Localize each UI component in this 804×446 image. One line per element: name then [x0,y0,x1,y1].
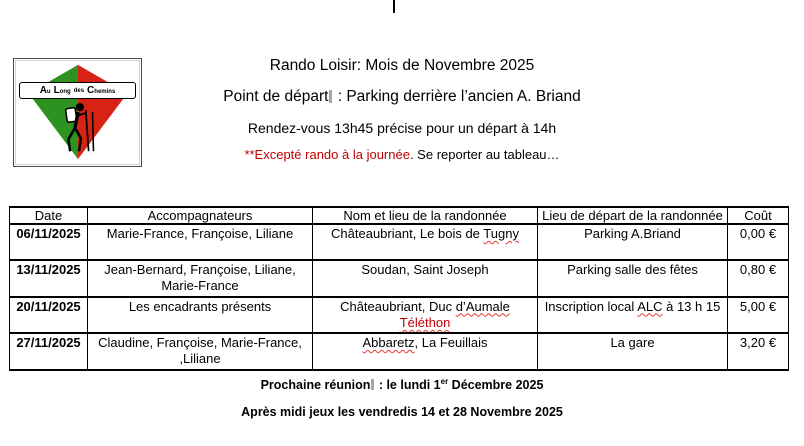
text-cursor [329,90,332,103]
cell-accompagnateurs: Les encadrants présents [88,297,313,334]
cell-date: 27/11/2025 [10,333,88,370]
cell-lieu-depart: La gare [538,333,728,370]
hike-name: Châteaubriant, Le bois de [331,226,484,241]
cell-date: 13/11/2025 [10,260,88,297]
cell-cout: 3,20 € [728,333,789,370]
cell-accompagnateurs: Marie-France, Françoise, Liliane [88,224,313,260]
cell-accompagnateurs: Claudine, Françoise, Marie-France, ,Liliane [88,333,313,370]
hike-name: , La Feuillais [414,335,488,350]
logo-word: des [73,87,85,94]
table-header-row [10,207,789,224]
meeting-time-line: Rendez-vous 13h45 précise pour un départ à 14h [247,120,557,136]
games-afternoon-line: Après midi jeux les vendredis 14 et 28 Novembre 2025 [241,405,563,419]
cell-date: 20/11/2025 [10,297,88,334]
cell-nom-lieu [313,297,538,334]
cursor-mark-top [393,0,395,13]
cell-cout: 0,00 € [728,224,789,260]
hike-name-misspelled: Abbaretz [362,335,415,350]
exception-note-black: . Se reporter au tableau… [409,147,560,162]
cell-lieu-depart: Parking salle des fêtes [538,260,728,297]
telethon-note: Téléthon [399,314,451,330]
start-point-label: Point de départ [223,88,329,105]
doc-title: Rando Loisir: Mois de Novembre 2025 [269,57,535,74]
col-header-nom-lieu: Nom et lieu de la randonnée [313,207,538,224]
hike-name-misspelled: Tugny [483,226,519,241]
departure-text: à 13 h 15 [662,298,721,314]
cell-lieu-depart: Parking A.Briand [538,224,728,260]
logo-word: Long [53,84,71,96]
exception-note-line [0,147,804,162]
cell-date: 06/11/2025 [10,224,88,260]
col-header-accompagnateurs: Accompagnateurs [88,207,313,224]
table-row [10,224,789,260]
logo-word: Au [39,84,51,96]
departure-text: Inscription local [544,298,638,314]
table-row [10,297,789,334]
table-row [10,260,789,297]
cell-accompagnateurs: Jean-Bernard, Françoise, Liliane, Marie-France [88,260,313,297]
start-point-line [0,84,804,106]
cell-nom-lieu: Soudan, Saint Joseph [313,260,538,297]
hike-name-misspelled: d’Aumale [455,298,510,314]
hike-name: Châteaubriant, Duc [340,298,456,314]
col-header-lieu-depart: Lieu de départ de la randonnée [538,207,728,224]
cell-cout: 5,00 € [728,297,789,334]
text-cursor [371,379,374,390]
start-point-value: : Parking derrière l’ancien A. Briand [333,88,581,105]
col-header-date: Date [10,207,88,224]
next-meeting-date: : le lundi 1 [375,378,441,393]
cell-cout: 0,80 € [728,260,789,297]
ordinal-suffix: er [440,377,449,386]
cell-lieu-depart [538,297,728,334]
cell-nom-lieu [313,333,538,370]
next-meeting-label: Prochaine réunion [260,378,371,393]
next-meeting-line [0,377,804,392]
schedule-table [9,206,789,371]
logo-word: Chemins [87,84,116,96]
col-header-cout: Coût [728,207,789,224]
departure-misspelled: ALC [637,298,663,314]
exception-note-red: **Excepté rando à la journée [244,147,410,162]
next-meeting-date-end: Décembre 2025 [448,378,544,393]
cell-nom-lieu [313,224,538,260]
table-row [10,333,789,370]
